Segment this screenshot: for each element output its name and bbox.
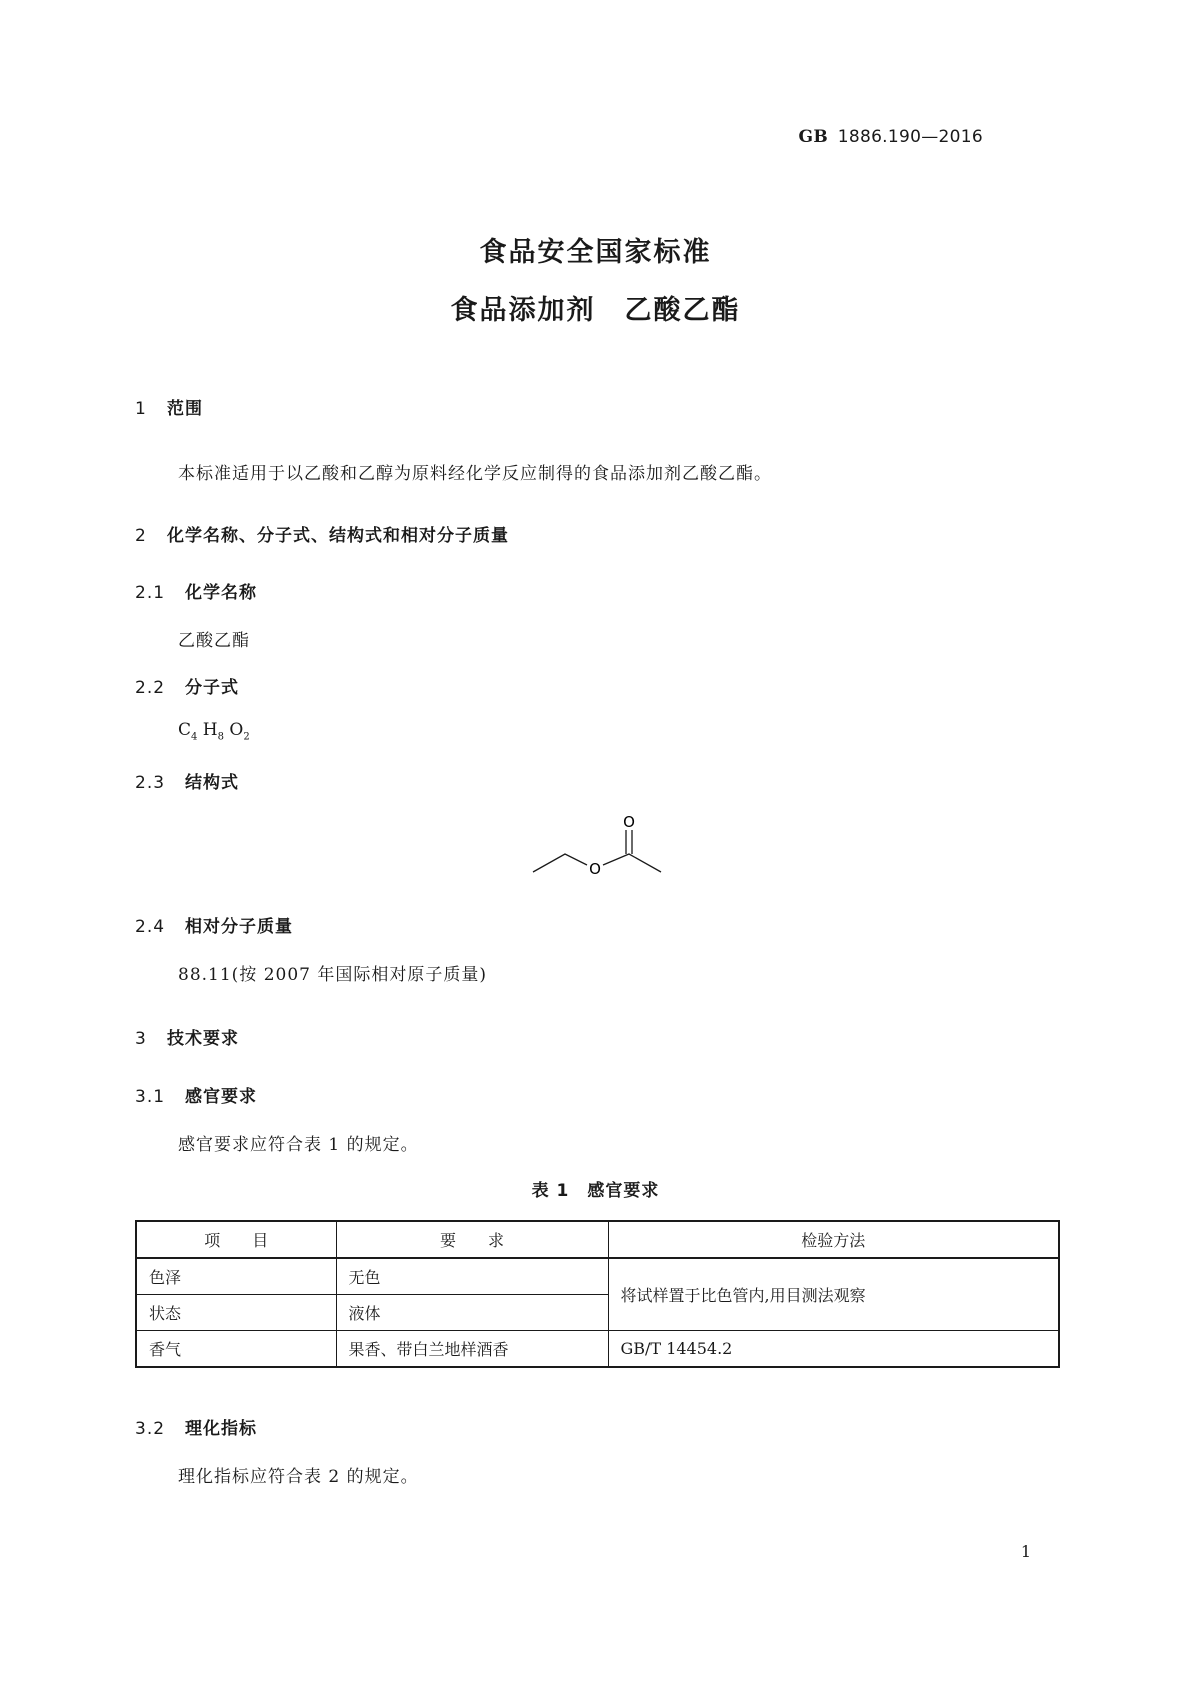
cell-item: 香气 [136, 1331, 336, 1368]
section-number: 3 [135, 1029, 147, 1049]
section-3-2-heading [135, 1414, 257, 1439]
section-title: 化学名称 [185, 583, 257, 603]
cell-requirement: 液体 [336, 1295, 608, 1331]
cell-item: 状态 [136, 1295, 336, 1331]
section-title: 化学名称、分子式、结构式和相对分子质量 [167, 526, 509, 546]
section-1-body: 本标准适用于以乙酸和乙醇为原料经化学反应制得的食品添加剂乙酸乙酯。 [178, 464, 772, 484]
cell-requirement: 无色 [336, 1258, 608, 1295]
section-title: 技术要求 [167, 1029, 239, 1049]
document-title-main: 食品安全国家标准 [479, 237, 712, 268]
section-number: 2.1 [135, 583, 166, 603]
table-row [136, 1331, 1059, 1368]
section-number: 2 [135, 526, 147, 546]
section-2-4-heading [135, 912, 293, 937]
header-item: 项 目 [136, 1221, 336, 1258]
carbonyl-oxygen-label: O [623, 813, 635, 831]
cell-item: 色泽 [136, 1258, 336, 1295]
ester-oxygen-label: O [589, 860, 601, 878]
section-2-3-heading [135, 768, 239, 793]
structural-formula [525, 812, 675, 892]
cell-method: 将试样置于比色管内,用目测法观察 [608, 1258, 1059, 1331]
section-title: 理化指标 [185, 1419, 257, 1439]
page-number: 1 [1020, 1542, 1031, 1561]
table-row [136, 1258, 1059, 1295]
chemical-name: 乙酸乙酯 [178, 631, 250, 651]
section-3-heading [135, 1024, 239, 1049]
cell-requirement: 果香、带白兰地样酒香 [336, 1331, 608, 1368]
section-3-1-heading [135, 1082, 257, 1107]
section-number: 2.2 [135, 678, 166, 698]
section-2-1-heading [135, 578, 257, 603]
cell-method: GB/T 14454.2 [608, 1331, 1059, 1368]
table-header-row [136, 1221, 1059, 1258]
table-1-caption: 表 1 感官要求 [531, 1181, 660, 1201]
section-number: 2.4 [135, 917, 166, 937]
section-2-2-heading [135, 673, 239, 698]
section-3-1-body: 感官要求应符合表 1 的规定。 [178, 1135, 419, 1155]
molecular-mass: 88.11(按 2007 年国际相对原子质量) [178, 965, 488, 985]
section-title: 范围 [167, 399, 203, 419]
molecular-formula: $C_4$ $H_8$ $O_2$ [178, 720, 250, 743]
section-title: 分子式 [185, 678, 239, 698]
section-number: 1 [135, 399, 147, 419]
section-3-2-body: 理化指标应符合表 2 的规定。 [178, 1467, 419, 1487]
section-number: 3.2 [135, 1419, 166, 1439]
header-requirement: 要 求 [336, 1221, 608, 1258]
section-1-heading [135, 394, 203, 419]
standard-prefix: GB [798, 127, 828, 147]
section-title: 结构式 [185, 773, 239, 793]
document-title-sub: 食品添加剂 乙酸乙酯 [450, 295, 741, 326]
section-number: 3.1 [135, 1087, 166, 1107]
standard-number: 1886.190—2016 [837, 127, 983, 147]
header-method: 检验方法 [608, 1221, 1059, 1258]
standard-code [799, 127, 984, 147]
section-title: 感官要求 [185, 1087, 257, 1107]
section-2-heading [135, 521, 509, 546]
section-number: 2.3 [135, 773, 166, 793]
table-1 [135, 1220, 1060, 1368]
section-title: 相对分子质量 [185, 917, 293, 937]
